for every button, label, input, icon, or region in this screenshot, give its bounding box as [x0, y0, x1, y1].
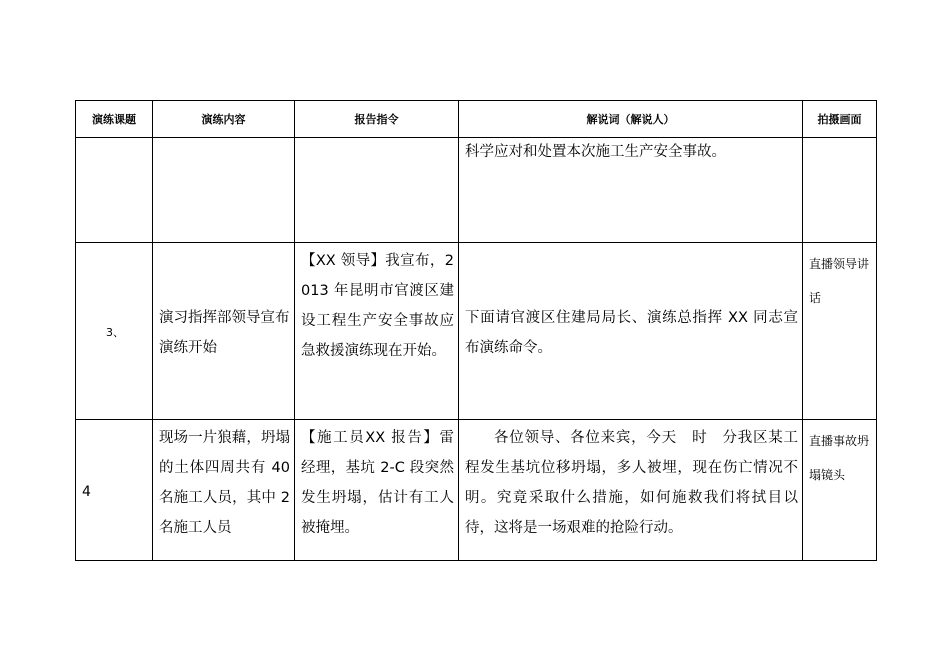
drill-script-table	[75, 100, 877, 561]
cell-content: 现场一片狼藉，坍塌的土体四周共有 40 名施工人员，其中 2 名施工人员	[153, 420, 295, 561]
cell-seq: 3、	[76, 243, 153, 420]
cell-seq: 4	[76, 420, 153, 561]
header-row	[76, 101, 877, 138]
header-content: 演练内容	[153, 101, 295, 138]
cell-seq	[76, 138, 153, 243]
header-report: 报告指令	[295, 101, 459, 138]
cell-narration: 下面请官渡区住建局局长、演练总指挥 XX 同志宣布演练命令。	[459, 243, 803, 420]
cell-shot	[803, 138, 877, 243]
cell-narration: 各位领导、各位来宾，今天 时 分我区某工程发生基坑位移坍塌，多人被埋，现在伤亡情况不明。究竟采取什么措施，如何施救我们将拭目以待，这将是一场艰难的抢险行动。	[459, 420, 803, 561]
cell-shot: 直播领导讲话	[803, 243, 877, 420]
header-narration: 解说词（解说人）	[459, 101, 803, 138]
table-row	[76, 243, 877, 420]
table-row	[76, 420, 877, 561]
cell-narration: 科学应对和处置本次施工生产安全事故。	[459, 138, 803, 243]
cell-report	[295, 138, 459, 243]
cell-content	[153, 138, 295, 243]
cell-content: 演习指挥部领导宣布演练开始	[153, 243, 295, 420]
table-row	[76, 138, 877, 243]
cell-shot: 直播事故坍塌镜头	[803, 420, 877, 561]
cell-report: 【XX 领导】我宣布，2013 年昆明市官渡区建设工程生产安全事故应急救援演练现在开始。	[295, 243, 459, 420]
header-shot: 拍摄画面	[803, 101, 877, 138]
cell-report: 【施工员XX 报告】雷经理，基坑 2-C 段突然发生坍塌，估计有工人被掩埋。	[295, 420, 459, 561]
header-topic: 演练课题	[76, 101, 153, 138]
